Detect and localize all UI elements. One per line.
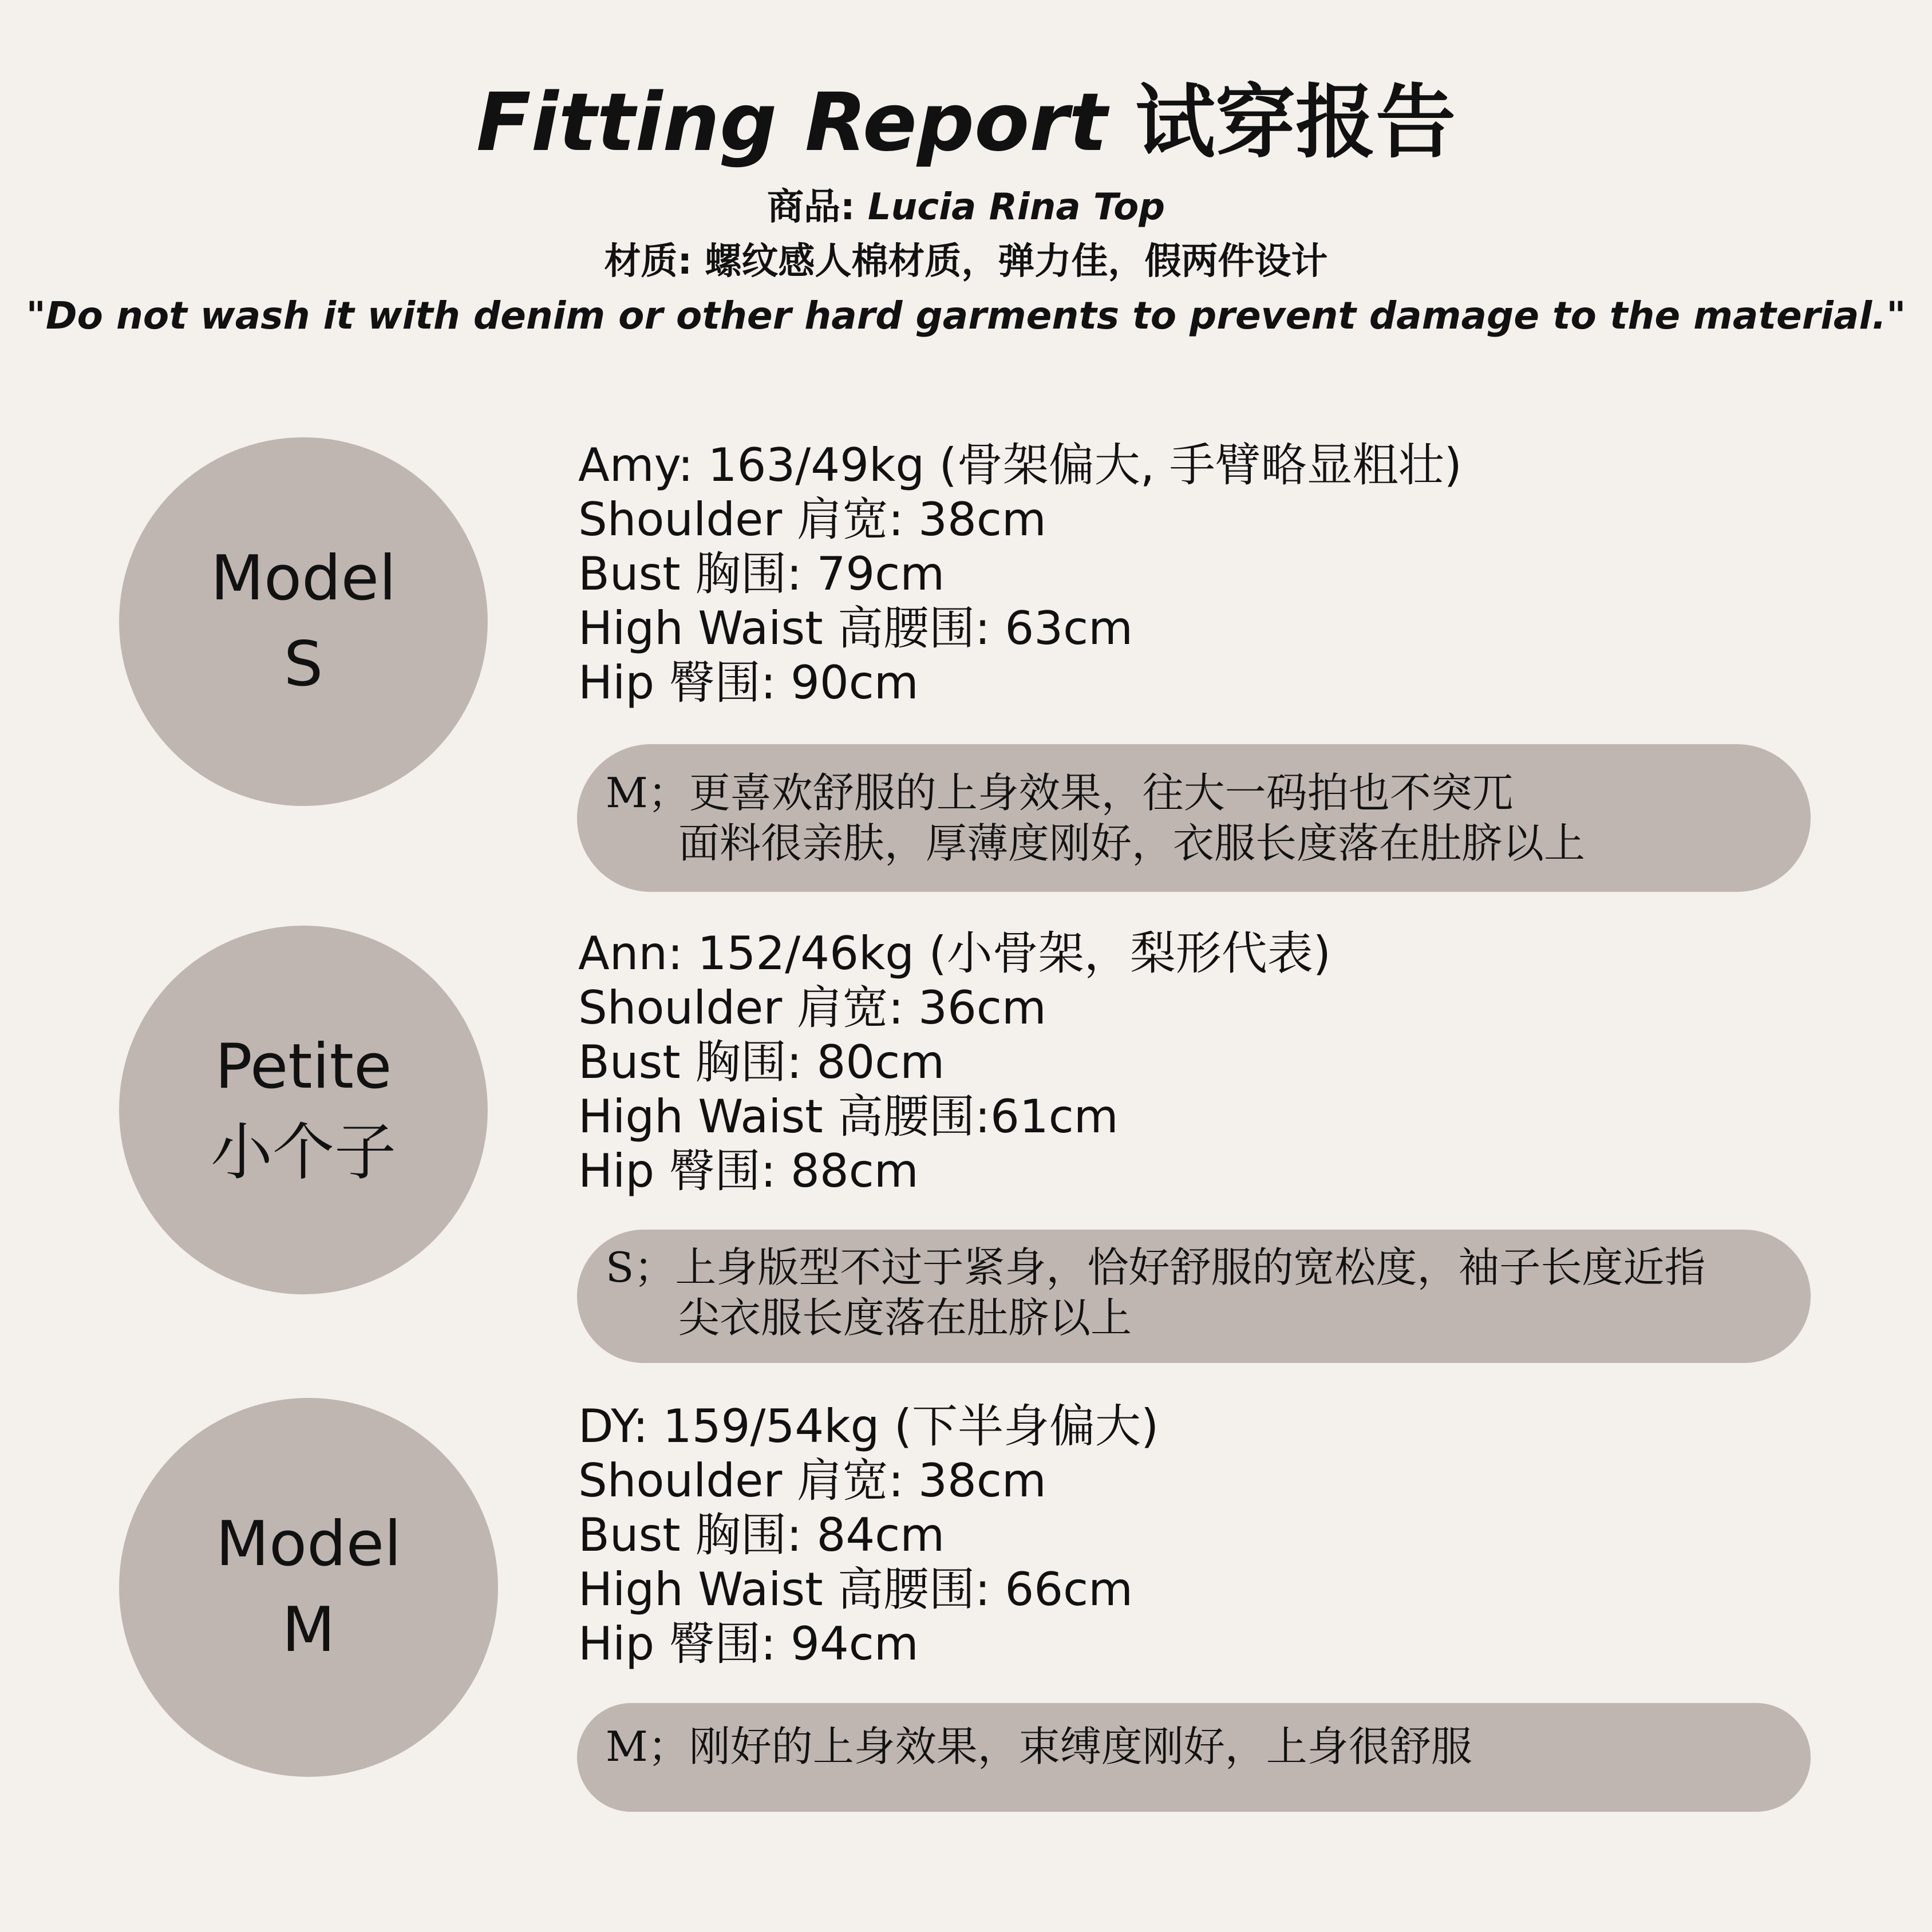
title-english: Fitting Report [476, 76, 1108, 169]
bust-stat: Bust 胸围: 84cm [578, 1508, 945, 1562]
model-badge-line2: M [282, 1594, 335, 1666]
model-badge-line2: S [283, 629, 323, 700]
product-value: Lucia Rina Top [867, 186, 1165, 228]
review-pill-2 [577, 1230, 1811, 1363]
bust-stat: Bust 胸围: 79cm [578, 547, 945, 600]
bust-stat: Bust 胸围: 80cm [578, 1036, 945, 1089]
model-stats-2 [578, 926, 1331, 1198]
material-label: 材质: [604, 240, 693, 283]
title-chinese: 试穿报告 [1135, 76, 1456, 169]
review-pill-3 [577, 1703, 1811, 1812]
high-waist-stat: High Waist 高腰围: 66cm [578, 1563, 1133, 1616]
review-line: M；更喜欢舒服的上身效果，往大一码拍也不突兀 [606, 769, 1514, 817]
hip-stat: Hip 臀围: 94cm [578, 1617, 919, 1670]
model-name-stat: DY: 159/54kg (下半身偏大) [578, 1400, 1159, 1453]
model-badge-line1: Petite [215, 1031, 392, 1103]
material-line [0, 239, 1932, 285]
review-line: 尖衣服长度落在肚脐以上 [678, 1294, 1132, 1342]
review-pill-1 [577, 744, 1811, 892]
high-waist-stat: High Waist 高腰围:61cm [578, 1090, 1119, 1143]
hip-stat: Hip 臀围: 88cm [578, 1144, 919, 1198]
shoulder-stat: Shoulder 肩宽: 38cm [578, 493, 1046, 546]
model-stats-1 [578, 438, 1462, 710]
model-badge-line1: Model [210, 543, 397, 614]
shoulder-stat: Shoulder 肩宽: 36cm [578, 981, 1046, 1034]
model-name-stat: Amy: 163/49kg (骨架偏大, 手臂略显粗壮) [578, 438, 1462, 492]
model-name-stat: Ann: 152/46kg (小骨架，梨形代表) [578, 927, 1331, 980]
high-waist-stat: High Waist 高腰围: 63cm [578, 602, 1133, 655]
review-line: 面料很亲肤，厚薄度刚好，衣服长度落在肚脐以上 [678, 819, 1586, 867]
review-line: M；刚好的上身效果，束缚度刚好，上身很舒服 [606, 1722, 1472, 1771]
hip-stat: Hip 臀围: 90cm [578, 656, 919, 709]
review-line: S；上身版型不过于紧身，恰好舒服的宽松度，袖子长度近指 [606, 1243, 1706, 1291]
shoulder-stat: Shoulder 肩宽: 38cm [578, 1454, 1046, 1507]
product-label: 商品: [767, 186, 855, 228]
material-value: 螺纹感人棉材质，弹力佳，假两件设计 [705, 240, 1328, 283]
model-badge-1 [119, 437, 488, 806]
model-badge-3 [119, 1398, 498, 1777]
model-stats-3 [578, 1399, 1159, 1671]
product-line [0, 184, 1932, 230]
care-note: "Do not wash it with denim or other hard garments to prevent damage to the material." [26, 294, 1906, 338]
page-title [0, 77, 1932, 169]
model-badge-line1: Model [215, 1508, 402, 1580]
model-badge-line2: 小个子 [210, 1117, 396, 1188]
model-badge-2 [119, 926, 488, 1294]
